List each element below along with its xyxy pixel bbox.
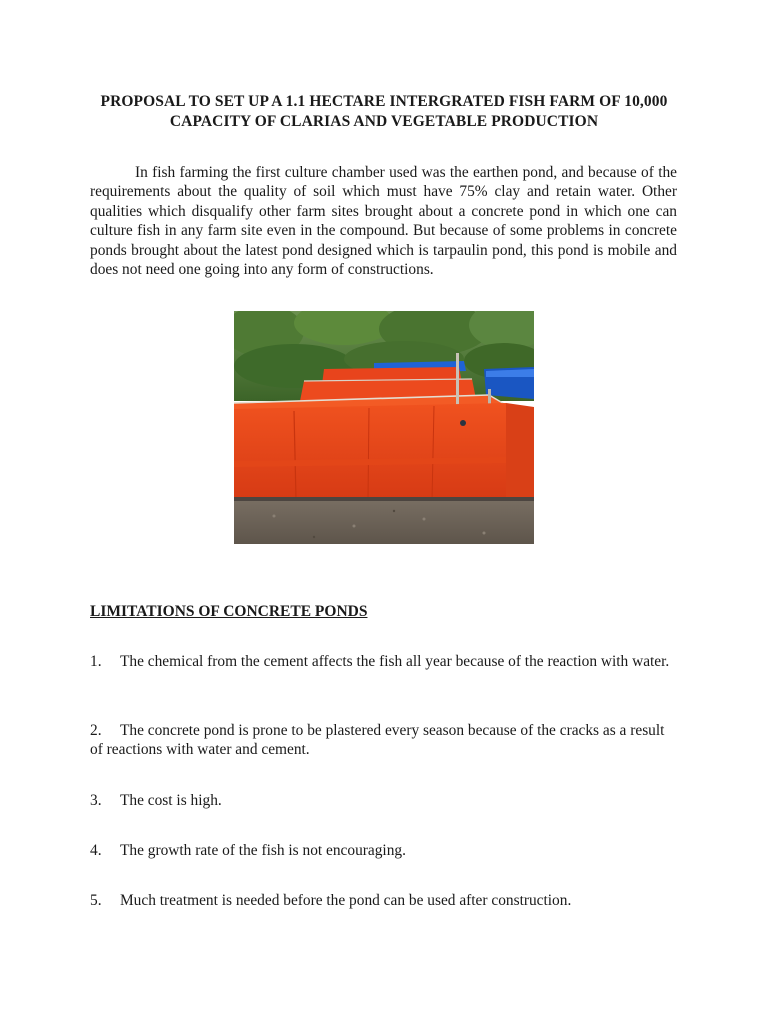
list-item-text: The concrete pond is prone to be plastered every season because of the cracks as a result of reactions with water and cement. <box>90 722 665 758</box>
list-item <box>90 791 677 810</box>
document-title: PROPOSAL TO SET UP A 1.1 HECTARE INTERGRATED FISH FARM OF 10,000 CAPACITY OF CLARIAS AND VEGETABLE PRODUCTION <box>100 93 668 130</box>
list-item-number: 2. <box>90 722 102 739</box>
list-item-number: 1. <box>90 653 102 670</box>
list-item-number: 3. <box>90 792 102 809</box>
list-item <box>90 841 677 860</box>
list-item <box>90 652 677 671</box>
intro-paragraph: In fish farming the first culture chamber used was the earthen pond, and because of the requirements about the quality of soil which must have 75% clay and retain water. Other qualities which disqualify other farm sites brought about a concrete pond in which one can culture fish in any farm site even in the compound. But because of some problems in concrete ponds brought about the latest pond designed which is tarpaulin pond, this pond is mobile and does not need one going into any form of constructions. <box>90 164 677 279</box>
tarpaulin-pond-photo <box>234 311 534 544</box>
list-item-text: The cost is high. <box>120 792 222 809</box>
list-item-text: Much treatment is needed before the pond can be used after construction. <box>120 892 572 909</box>
list-item-text: The growth rate of the fish is not encouraging. <box>120 842 406 859</box>
list-item-number: 4. <box>90 842 102 859</box>
list-item <box>90 891 677 910</box>
list-item <box>90 721 677 759</box>
list-item-text: The chemical from the cement affects the fish all year because of the reaction with water. <box>120 653 670 670</box>
list-item-number: 5. <box>90 892 102 909</box>
limitations-heading: LIMITATIONS OF CONCRETE PONDS <box>90 603 368 620</box>
